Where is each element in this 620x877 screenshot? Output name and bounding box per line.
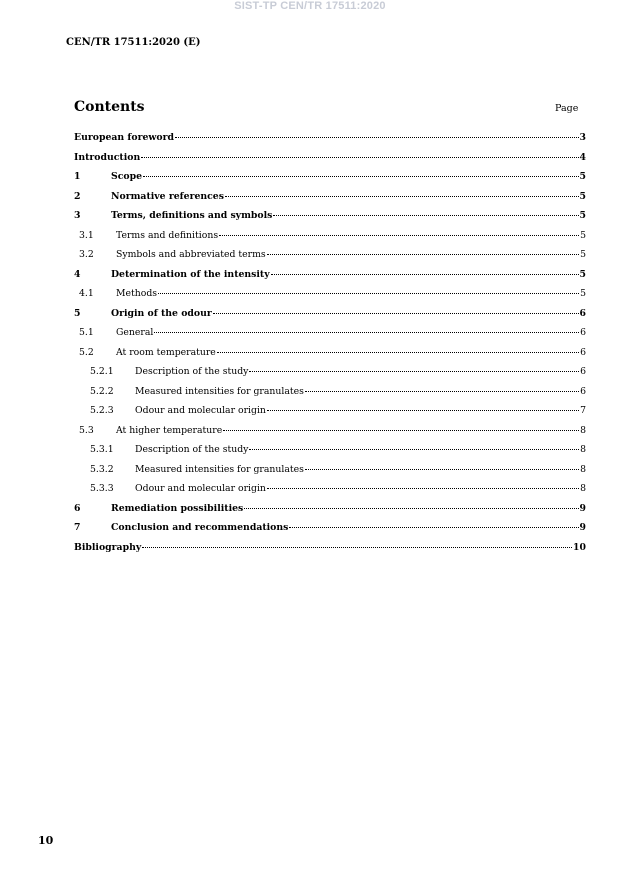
toc-entry-title: Origin of the odour [111, 307, 212, 319]
toc-entry-number: 5.3.2 [90, 463, 114, 475]
toc-entry[interactable] [74, 382, 586, 402]
toc-entry-page: 5 [579, 268, 586, 280]
toc-entry-page: 5 [579, 210, 586, 221]
toc-dot-leader [271, 274, 579, 275]
toc-dot-leader [267, 254, 579, 255]
toc-dot-leader [267, 488, 579, 489]
toc-entry-number: 4.1 [79, 288, 94, 299]
toc-dot-leader [175, 137, 579, 138]
toc-entry-page: 9 [579, 522, 586, 533]
toc-entry-page: 8 [580, 463, 586, 475]
toc-entry-title: Symbols and abbreviated terms [116, 249, 266, 260]
page-number: 10 [38, 834, 54, 847]
toc-entry-page: 5 [579, 190, 586, 202]
contents-title: Contents [74, 99, 145, 115]
toc-entry[interactable] [74, 343, 586, 363]
toc-entry-title: Normative references [111, 190, 224, 202]
toc-entry-title: Measured intensities for granulates [135, 385, 304, 397]
toc-entry-page: 8 [580, 424, 586, 436]
toc-entry[interactable] [74, 518, 586, 538]
toc-entry-title: European foreword [74, 132, 174, 143]
toc-dot-leader [305, 391, 579, 392]
toc-entry-title: General [116, 327, 154, 338]
toc-dot-leader [305, 469, 579, 470]
toc-entry[interactable] [74, 323, 586, 343]
toc-dot-leader [289, 527, 578, 528]
toc-entry-page: 6 [580, 327, 586, 338]
toc-entry[interactable] [74, 128, 586, 148]
toc-entry-number: 3.2 [79, 249, 94, 260]
toc-dot-leader [249, 449, 579, 450]
toc-entry-title: Methods [116, 288, 158, 299]
toc-dot-leader [249, 371, 579, 372]
toc-entry-page: 9 [579, 502, 586, 514]
toc-entry[interactable] [74, 304, 586, 324]
page-column-label: Page [555, 103, 579, 114]
toc-dot-leader [142, 547, 572, 548]
toc-entry-title: At higher temperature [116, 424, 223, 436]
toc-entry-page: 10 [573, 541, 586, 553]
toc-entry-title: Odour and molecular origin [135, 405, 266, 416]
toc-dot-leader [219, 235, 579, 236]
toc-entry-title: Terms and definitions [116, 229, 219, 241]
toc-entry-title: At room temperature [116, 346, 216, 358]
document-id-header: CEN/TR 17511:2020 (E) [66, 37, 201, 48]
toc-entry-number: 3 [74, 210, 81, 221]
toc-entry-page: 7 [580, 405, 586, 416]
toc-entry-title: Scope [111, 171, 142, 182]
toc-entry-title: Odour and molecular origin [135, 483, 266, 494]
toc-entry[interactable] [74, 460, 586, 480]
toc-entry-title: Remediation possibilities [111, 502, 244, 514]
toc-entry[interactable] [74, 479, 586, 499]
toc-entry[interactable] [74, 226, 586, 246]
toc-entry[interactable] [74, 265, 586, 285]
toc-entry[interactable] [74, 421, 586, 441]
toc-dot-leader [154, 332, 579, 333]
toc-entry-page: 6 [580, 385, 586, 397]
toc-entry-page: 5 [579, 171, 586, 182]
toc-entry[interactable] [74, 284, 586, 304]
toc-entry-number: 5.1 [79, 327, 94, 338]
toc-entry-number: 5.3.3 [90, 483, 114, 494]
toc-dot-leader [143, 176, 579, 177]
toc-dot-leader [223, 430, 579, 431]
toc-entry-number: 3.1 [79, 229, 94, 241]
toc-entry[interactable] [74, 148, 586, 168]
toc-entry-number: 5.2.3 [90, 405, 114, 416]
toc-entry-page: 8 [580, 483, 586, 494]
toc-entry-number: 5.3 [79, 424, 94, 436]
toc-entry-page: 5 [580, 249, 586, 260]
toc-entry-number: 5.3.1 [90, 444, 114, 455]
toc-dot-leader [213, 313, 579, 314]
toc-entry[interactable] [74, 187, 586, 207]
toc-entry-title: Description of the study [135, 444, 249, 455]
toc-entry[interactable] [74, 440, 586, 460]
toc-dot-leader [267, 410, 579, 411]
toc-entry-number: 6 [74, 502, 81, 514]
toc-entry-page: 8 [580, 444, 586, 455]
toc-entry-number: 7 [74, 522, 81, 533]
toc-dot-leader [158, 293, 579, 294]
toc-entry-title: Conclusion and recommendations [111, 522, 289, 533]
toc-entry-title: Introduction [74, 151, 141, 163]
toc-entry-title: Bibliography [74, 541, 142, 553]
toc-entry-page: 6 [579, 307, 586, 319]
toc-entry-title: Determination of the intensity [111, 268, 270, 280]
toc-entry-title: Description of the study [135, 366, 249, 377]
toc-entry-page: 5 [580, 229, 586, 241]
toc-dot-leader [141, 157, 578, 158]
toc-dot-leader [217, 352, 579, 353]
toc-entry-number: 1 [74, 171, 81, 182]
toc-entry-number: 5.2 [79, 346, 94, 358]
toc-entry[interactable] [74, 167, 586, 187]
toc-entry-page: 6 [580, 366, 586, 377]
toc-entry-title: Terms, definitions and symbols [111, 210, 273, 221]
toc-entry[interactable] [74, 245, 586, 265]
toc-entry[interactable] [74, 499, 586, 519]
toc-entry-number: 5 [74, 307, 81, 319]
toc-entry-page: 6 [580, 346, 586, 358]
toc-entry-page: 5 [580, 288, 586, 299]
table-of-contents [74, 128, 586, 557]
toc-dot-leader [273, 215, 578, 216]
toc-dot-leader [244, 508, 578, 509]
toc-entry-number: 4 [74, 268, 81, 280]
toc-entry[interactable] [74, 538, 586, 558]
toc-entry-page: 4 [579, 151, 586, 163]
toc-entry-number: 5.2.2 [90, 385, 114, 397]
toc-entry-page: 3 [579, 132, 586, 143]
toc-dot-leader [225, 196, 579, 197]
toc-entry-number: 5.2.1 [90, 366, 114, 377]
toc-entry-number: 2 [74, 190, 81, 202]
watermark: SIST-TP CEN/TR 17511:2020 [234, 0, 386, 12]
toc-entry[interactable] [74, 401, 586, 421]
toc-entry[interactable] [74, 206, 586, 226]
toc-entry-title: Measured intensities for granulates [135, 463, 304, 475]
toc-entry[interactable] [74, 362, 586, 382]
